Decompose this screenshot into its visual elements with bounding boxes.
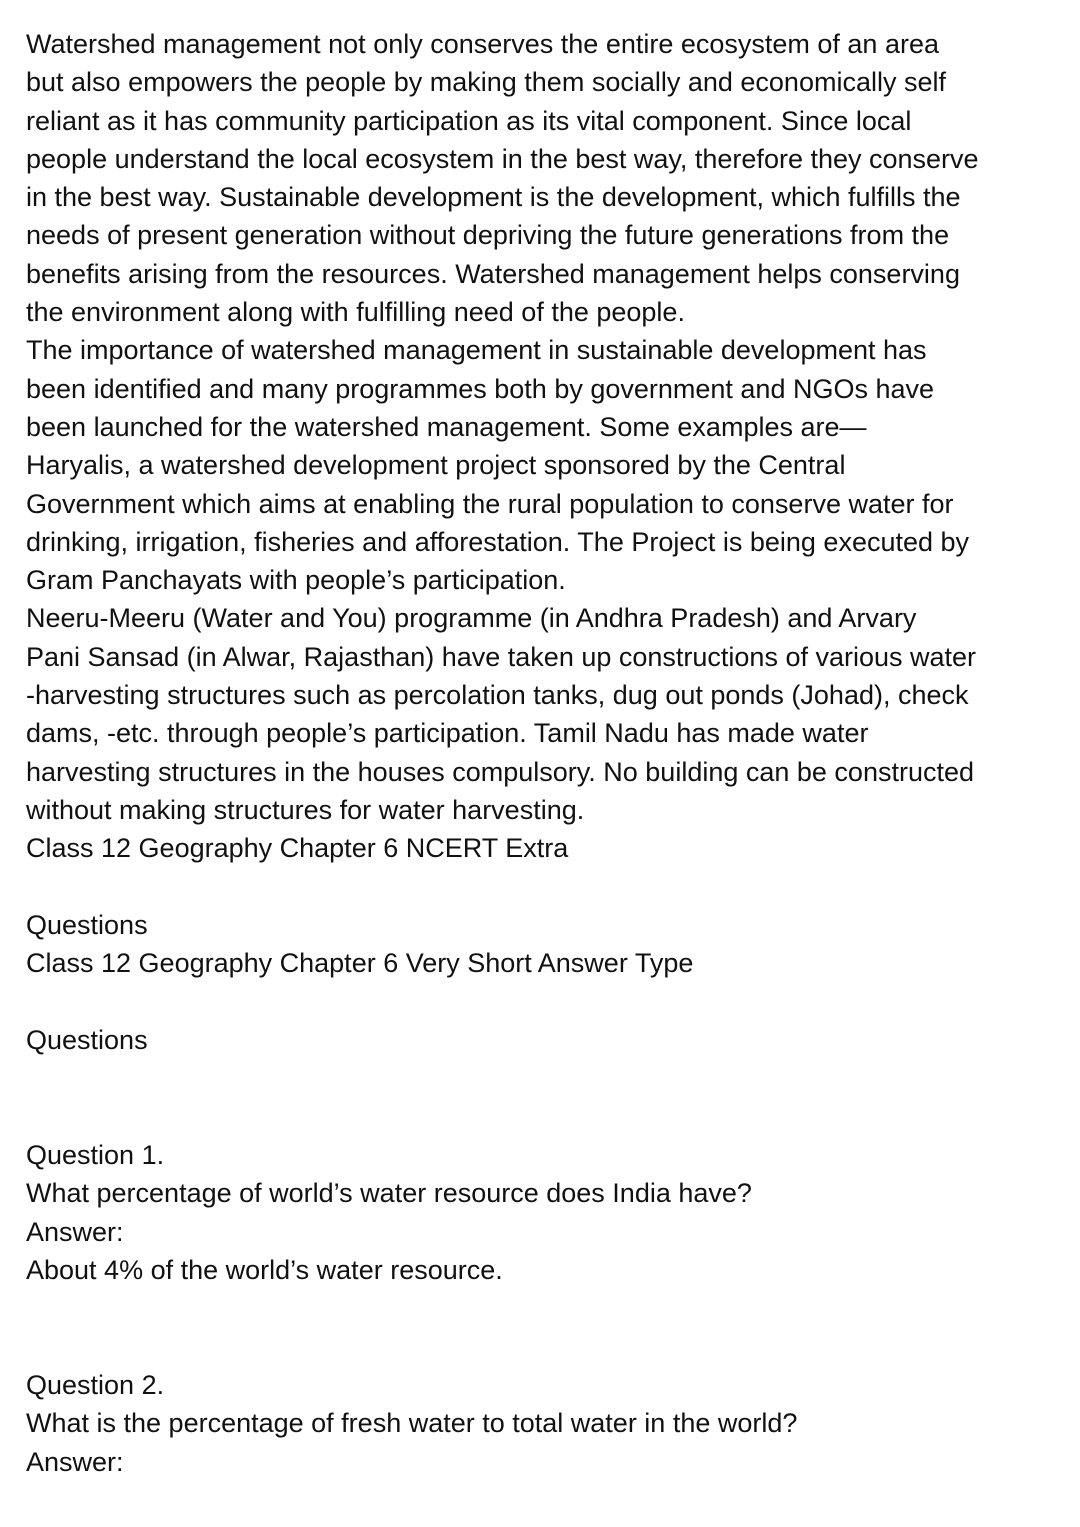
- text-line: needs of present generation without depriving the future generations from the: [26, 220, 950, 251]
- text-line: Gram Panchayats with people’s participation.: [26, 565, 566, 596]
- section-heading-cont: Questions: [26, 1025, 148, 1055]
- text-line: in the best way. Sustainable development is the development, which fulfills the: [26, 182, 961, 213]
- paragraph-watershed-intro: [26, 25, 1066, 868]
- question-text: What percentage of world’s water resource does India have?: [26, 1178, 752, 1209]
- text-line: Pani Sansad (in Alwar, Rajasthan) have taken up constructions of various water: [26, 641, 977, 672]
- question-1: [26, 1136, 1066, 1289]
- text-line: dams, -etc. through people’s participation. Tamil Nadu has made water: [26, 718, 869, 749]
- text-line: reliant as it has community participation as its vital component. Since local: [26, 105, 912, 136]
- text-line: -harvesting structures such as percolation tanks, dug out ponds (Johad), check: [26, 680, 969, 711]
- text-line: people understand the local ecosystem in the best way, therefore they conserve: [26, 143, 979, 174]
- answer-label: Answer:: [26, 1216, 124, 1247]
- question-label: Question 2.: [26, 1370, 165, 1400]
- text-line: Government which aims at enabling the rural population to conserve water for: [26, 488, 954, 519]
- question-2: [26, 1366, 1066, 1481]
- text-line: been identified and many programmes both by government and NGOs have: [26, 373, 935, 404]
- text-line: but also empowers the people by making them socially and economically self: [26, 67, 946, 98]
- answer-text: About 4% of the world’s water resource.: [26, 1254, 503, 1285]
- question-text: What is the percentage of fresh water to total water in the world?: [26, 1408, 798, 1439]
- text-line: Haryalis, a watershed development project sponsored by the Central: [26, 450, 846, 481]
- text-line: the environment along with fulfilling need of the people.: [26, 297, 685, 328]
- section-heading: Class 12 Geography Chapter 6 NCERT Extra: [26, 833, 569, 864]
- text-line: without making structures for water harvesting.: [26, 794, 585, 825]
- section-heading-continued: [26, 1021, 1066, 1059]
- text-line: benefits arising from the resources. Watershed management helps conserving: [26, 258, 960, 289]
- text-line: Watershed management not only conserves the entire ecosystem of an area: [26, 29, 939, 59]
- question-label: Question 1.: [26, 1140, 165, 1170]
- section-heading-continued: [26, 906, 1066, 983]
- section-heading: Class 12 Geography Chapter 6 Very Short Answer Type: [26, 948, 694, 979]
- answer-label: Answer:: [26, 1446, 124, 1477]
- text-line: Neeru-Meeru (Water and You) programme (in Andhra Pradesh) and Arvary: [26, 603, 917, 634]
- section-heading-cont: Questions: [26, 910, 148, 940]
- text-line: The importance of watershed management in sustainable development has: [26, 335, 927, 366]
- text-line: drinking, irrigation, fisheries and afforestation. The Project is being executed by: [26, 526, 970, 557]
- text-line: been launched for the watershed management. Some examples are—: [26, 411, 867, 442]
- text-line: harvesting structures in the houses compulsory. No building can be constructed: [26, 756, 975, 787]
